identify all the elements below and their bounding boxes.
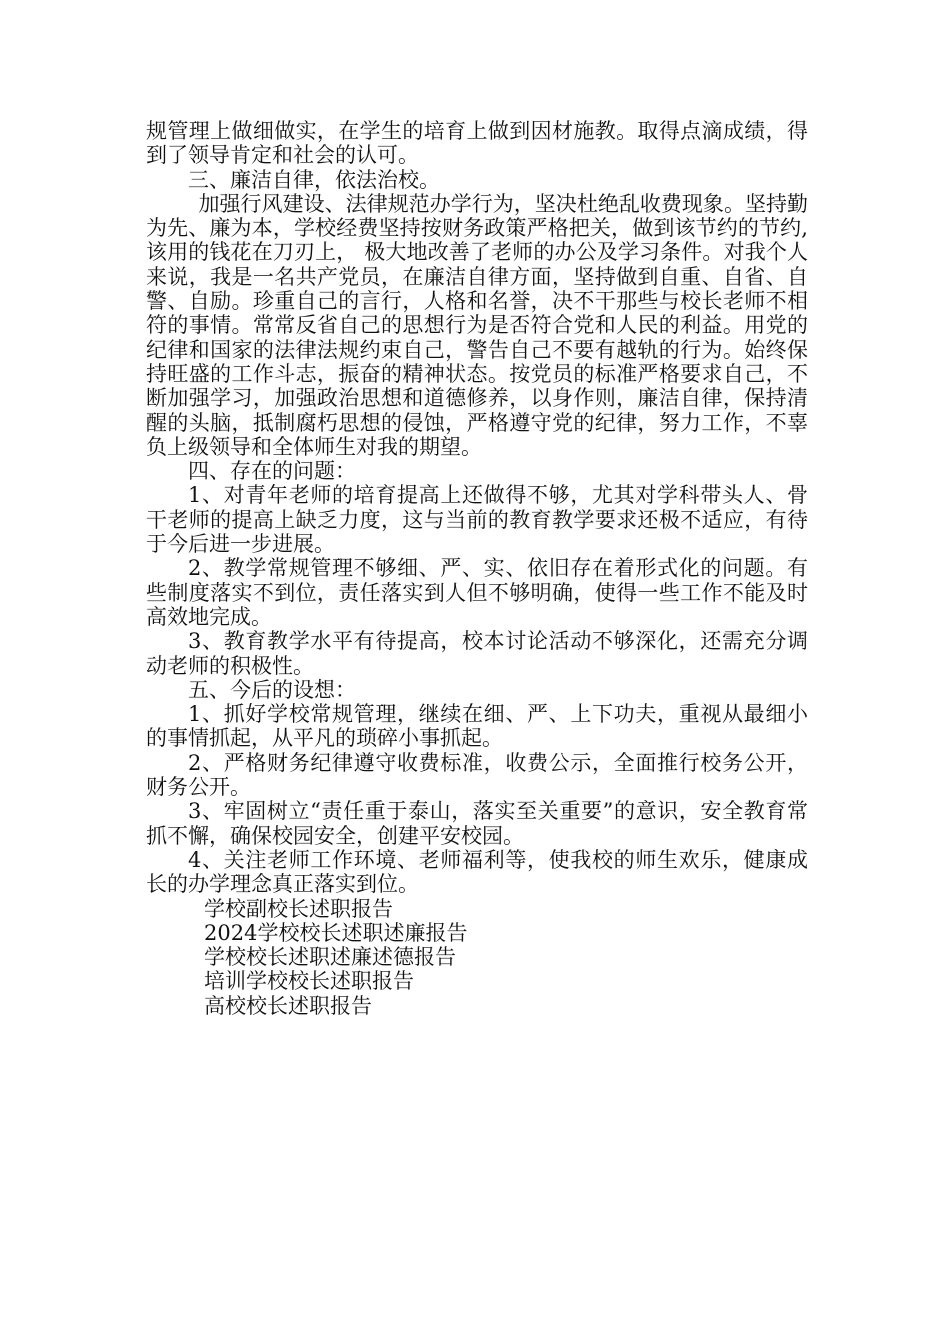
section-heading-integrity: 三、廉洁自律，依法治校。 (188, 167, 440, 192)
problem-item-3: 3、教育教学水平有待提高，校本讨论活动不够深化，还需充分调动老师的积极性。 (146, 629, 808, 678)
related-link-2024-report[interactable]: 2024学校校长述职述廉报告 (204, 920, 468, 945)
related-links-list (146, 897, 808, 1018)
related-link-integrity-virtue-report[interactable]: 学校校长述职述廉述德报告 (204, 945, 456, 970)
section-heading-problems: 四、存在的问题： (188, 459, 356, 484)
related-link-university-report[interactable]: 高校校长述职报告 (204, 993, 372, 1018)
plan-item-3: 3、牢固树立“责任重于泰山，落实至关重要”的意识，安全教育常抓不懈，确保校园安全，创建平安校园。 (146, 799, 808, 848)
section-heading-plans: 五、今后的设想： (188, 677, 356, 702)
plan-item-1: 1、抓好学校常规管理，继续在细、严、上下功夫，重视从最细小的事情抓起，从平凡的琐碎小事抓起。 (146, 702, 808, 751)
plan-item-4: 4、关注老师工作环境、老师福利等，使我校的师生欢乐，健康成长的办学理念真正落实到位。 (146, 847, 808, 897)
problem-item-2: 2、教学常规管理不够细、严、实、依旧存在着形式化的问题。有些制度落实不到位，责任落实到人但不够明确，使得一些工作不能及时高效地完成。 (146, 556, 808, 629)
problem-item-1: 1、对青年老师的培育提高上还做得不够，尤其对学科带头人、骨干老师的提高上缺乏力度，这与当前的教育教学要求还极不适应，有待于今后进一步进展。 (146, 483, 808, 557)
document-body (146, 119, 808, 1018)
paragraph-continuation: 规管理上做细做实，在学生的培育上做到因材施教。取得点滴成绩，得到了领导肯定和社会的认可。 (146, 119, 808, 168)
plan-item-2: 2、严格财务纪律遵守收费标准，收费公示，全面推行校务公开，财务公开。 (146, 750, 808, 800)
related-link-training-school-report[interactable]: 培训学校校长述职报告 (204, 969, 414, 994)
paragraph-integrity: 加强行风建设、法律规范办学行为，坚决杜绝乱收费现象。坚持勤为先、廉为本，学校经费坚持按财务政策严格把关，做到该节约的节约,该用的钱花在刀刃上， 极大地改善了老师的办公及学习条件。对我个人来说，我是一名共产党员，在廉洁自律方面，坚持做到自重、自省、自警、自励。珍重自己的言行，人格和名誉，决不干那些与校长老师不相符的事情。常常反省自己的思想行为是否符合党和人民的利益。用党的纪律和国家的法律法规约束自己，警告自己不要有越轨的行为。始终保持旺盛的工作斗志，振奋的精神状态。按党员的标准严格要求自己，不断加强学习，加强政治思想和道德修养，以身作则，廉洁自律，保持清醒的头脑，抵制腐朽思想的侵蚀，严格遵守党的纪律，努力工作，不辜负上级领导和全体师生对我的期望。 (146, 191, 808, 459)
related-link-vice-principal-report[interactable]: 学校副校长述职报告 (204, 896, 393, 921)
